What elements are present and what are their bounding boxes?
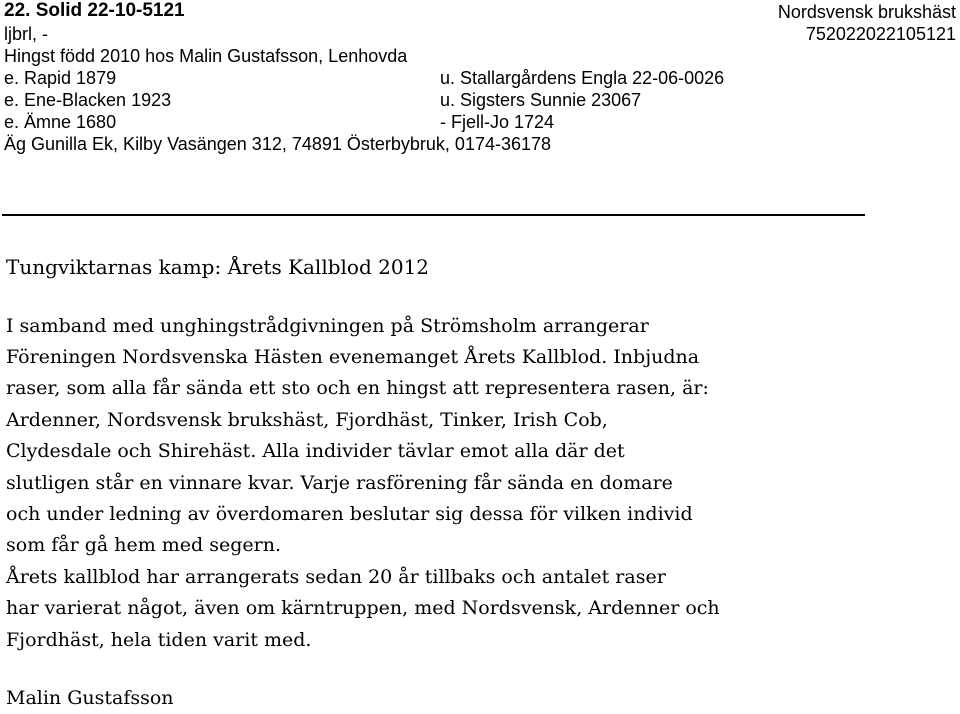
pedigree-sire-line: e. Rapid 1879 <box>4 68 117 88</box>
pedigree-dam-line: u. Stallargårdens Engla 22-06-0026 <box>440 68 725 88</box>
owner-line: Äg Gunilla Ek, Kilby Vasängen 312, 74891 Österbybruk, 0174-36178 <box>4 134 552 154</box>
article-heading: Tungviktarnas kamp: Årets Kallblod 2012 <box>6 255 430 279</box>
article-line: Clydesdale och Shirehäst. Alla individer tävlar emot alla där det <box>6 440 625 462</box>
article-line: I samband med unghingstrådgivningen på Strömsholm arrangerar <box>6 315 649 337</box>
article-line: Föreningen Nordsvenska Hästen evenemanget Årets Kallblod. Inbjudna <box>6 346 700 368</box>
breed-label: Nordsvensk brukshäst <box>777 2 956 22</box>
registration-number: 752022022105121 <box>805 24 956 44</box>
pedigree-dam-line: - Fjell-Jo 1724 <box>440 112 555 132</box>
article-line: Fjordhäst, hela tiden varit med. <box>6 629 312 651</box>
pedigree-dam-line: u. Sigsters Sunnie 23067 <box>440 90 642 110</box>
pedigree-sire-line: e. Ämne 1680 <box>4 112 117 132</box>
born-line: Hingst född 2010 hos Malin Gustafsson, Lenhovda <box>4 46 408 66</box>
article-line: har varierat något, även om kärntruppen, med Nordsvensk, Ardenner och <box>6 597 720 619</box>
pedigree-sire-line: e. Ene-Blacken 1923 <box>4 90 172 110</box>
divider-line <box>2 214 865 216</box>
article-line: och under ledning av överdomaren beslutar sig dessa för vilken individ <box>6 503 693 525</box>
color-line: ljbrl, - <box>4 24 48 44</box>
article-line: raser, som alla får sända ett sto och en hingst att representera rasen, är: <box>6 377 709 399</box>
entry-title: 22. Solid 22-10-5121 <box>4 0 185 21</box>
article-line: som får gå hem med segern. <box>6 534 282 556</box>
article-line: slutligen står en vinnare kvar. Varje rasförening får sända en domare <box>6 472 673 494</box>
article-line: Ardenner, Nordsvensk brukshäst, Fjordhäst, Tinker, Irish Cob, <box>6 409 608 431</box>
article-line: Årets kallblod har arrangerats sedan 20 år tillbaks och antalet raser <box>6 566 666 588</box>
article-signature: Malin Gustafsson <box>6 687 174 709</box>
